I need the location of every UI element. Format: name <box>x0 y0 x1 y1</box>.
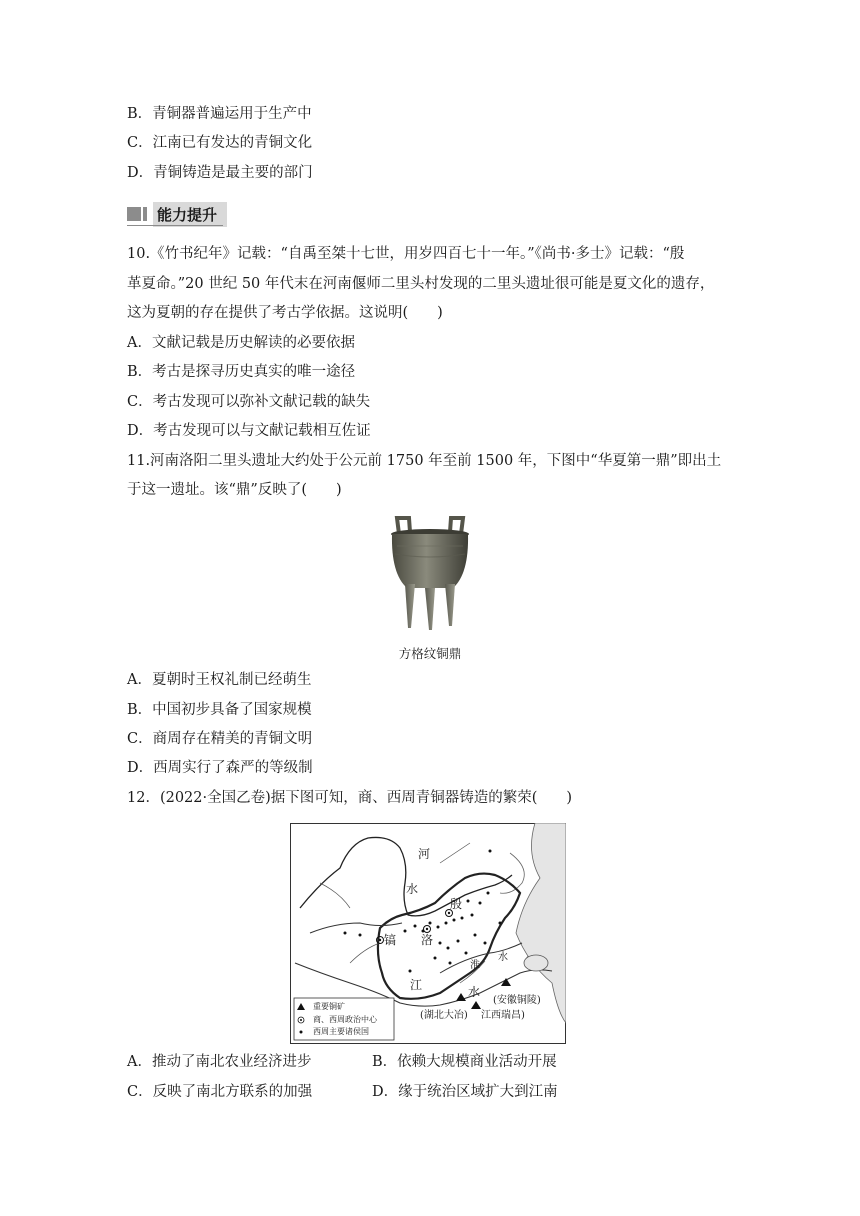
q10-option-d: D．考古发现可以与文献记载相互佐证 <box>127 423 371 439</box>
q10-stem-line-2: 革夏命。”20 世纪 50 年代末在河南偃师二里头村发现的二里头遗址很可能是夏文化的遗存， <box>127 276 715 292</box>
map-label-he: 河 <box>418 847 431 861</box>
section-title: 能力提升 <box>153 202 227 227</box>
figure-caption: 方格纹铜鼎 <box>398 646 462 661</box>
q11-option-d: D．西周实行了森严的等级制 <box>127 760 313 776</box>
legend-vassal-state: 西周主要诸侯国 <box>313 1027 369 1036</box>
section-marker-icon <box>127 207 141 221</box>
q10-option-a: A．文献记载是历史解读的必要依据 <box>127 335 355 351</box>
q10-option-b: B．考古是探寻历史真实的唯一途径 <box>127 364 356 380</box>
map-labels <box>290 823 566 1044</box>
section-header <box>127 202 227 226</box>
map-label-anhui: (安徽铜陵) <box>493 995 541 1006</box>
map-label-jiangxi: 江西瑞昌) <box>481 1010 525 1021</box>
legend-political-center: 商、西周政治中心 <box>313 1015 377 1024</box>
q10-stem-line-1: 10.《竹书纪年》记载：“自禹至桀十七世，用岁四百七十一年。”《尚书·多士》记载：“殷 <box>127 246 685 262</box>
q12-option-a: A．推动了南北农业经济进步 <box>127 1054 312 1070</box>
q11-option-a: A．夏朝时王权礼制已经萌生 <box>127 672 312 688</box>
q9-option-d: D．青铜铸造是最主要的部门 <box>127 165 313 181</box>
map-label-jiang: 江 <box>410 978 423 992</box>
legend-copper-mine: 重要铜矿 <box>313 1002 345 1011</box>
q11-option-b: B．中国初步具备了国家规模 <box>127 702 312 718</box>
map-label-shui-3: 水 <box>468 985 481 999</box>
q12-option-b: B．依赖大规模商业活动开展 <box>372 1054 557 1070</box>
q11-stem-line-1: 11.河南洛阳二里头遗址大约处于公元前 1750 年至前 1500 年，下图中“华夏第一鼎”即出土 <box>127 453 722 469</box>
q10-stem-line-3: 这为夏朝的存在提供了考古学依据。这说明( ) <box>127 305 443 321</box>
bronze-ding-image <box>385 514 475 632</box>
map-label-shui-2: 水 <box>498 952 508 963</box>
q9-option-c: C．江南已有发达的青铜文化 <box>127 135 313 151</box>
q12-option-c: C．反映了南北方联系的加强 <box>127 1084 313 1100</box>
map-label-hubei: (湖北大冶) <box>420 1010 468 1021</box>
q10-option-c: C．考古发现可以弥补文献记载的缺失 <box>127 394 371 410</box>
map-label-yin: 殷 <box>450 897 463 911</box>
q11-option-c: C．商周存在精美的青铜文明 <box>127 731 313 747</box>
map-label-shui-1: 水 <box>406 882 419 896</box>
q12-option-d: D．缘于统治区域扩大到江南 <box>372 1084 558 1100</box>
q12-stem: 12．(2022·全国乙卷)据下图可知，商、西周青铜器铸造的繁荣( ) <box>127 790 573 806</box>
q9-option-b: B．青铜器普遍运用于生产中 <box>127 106 312 122</box>
map-label-huai: 淮 <box>470 960 480 971</box>
section-underline <box>127 225 223 226</box>
map-label-luo: 洛 <box>421 933 434 947</box>
map-label-hao: 镐 <box>384 933 397 947</box>
q11-stem-line-2: 于这一遗址。该“鼎”反映了( ) <box>127 482 342 498</box>
section-marker-bar-icon <box>143 207 147 221</box>
